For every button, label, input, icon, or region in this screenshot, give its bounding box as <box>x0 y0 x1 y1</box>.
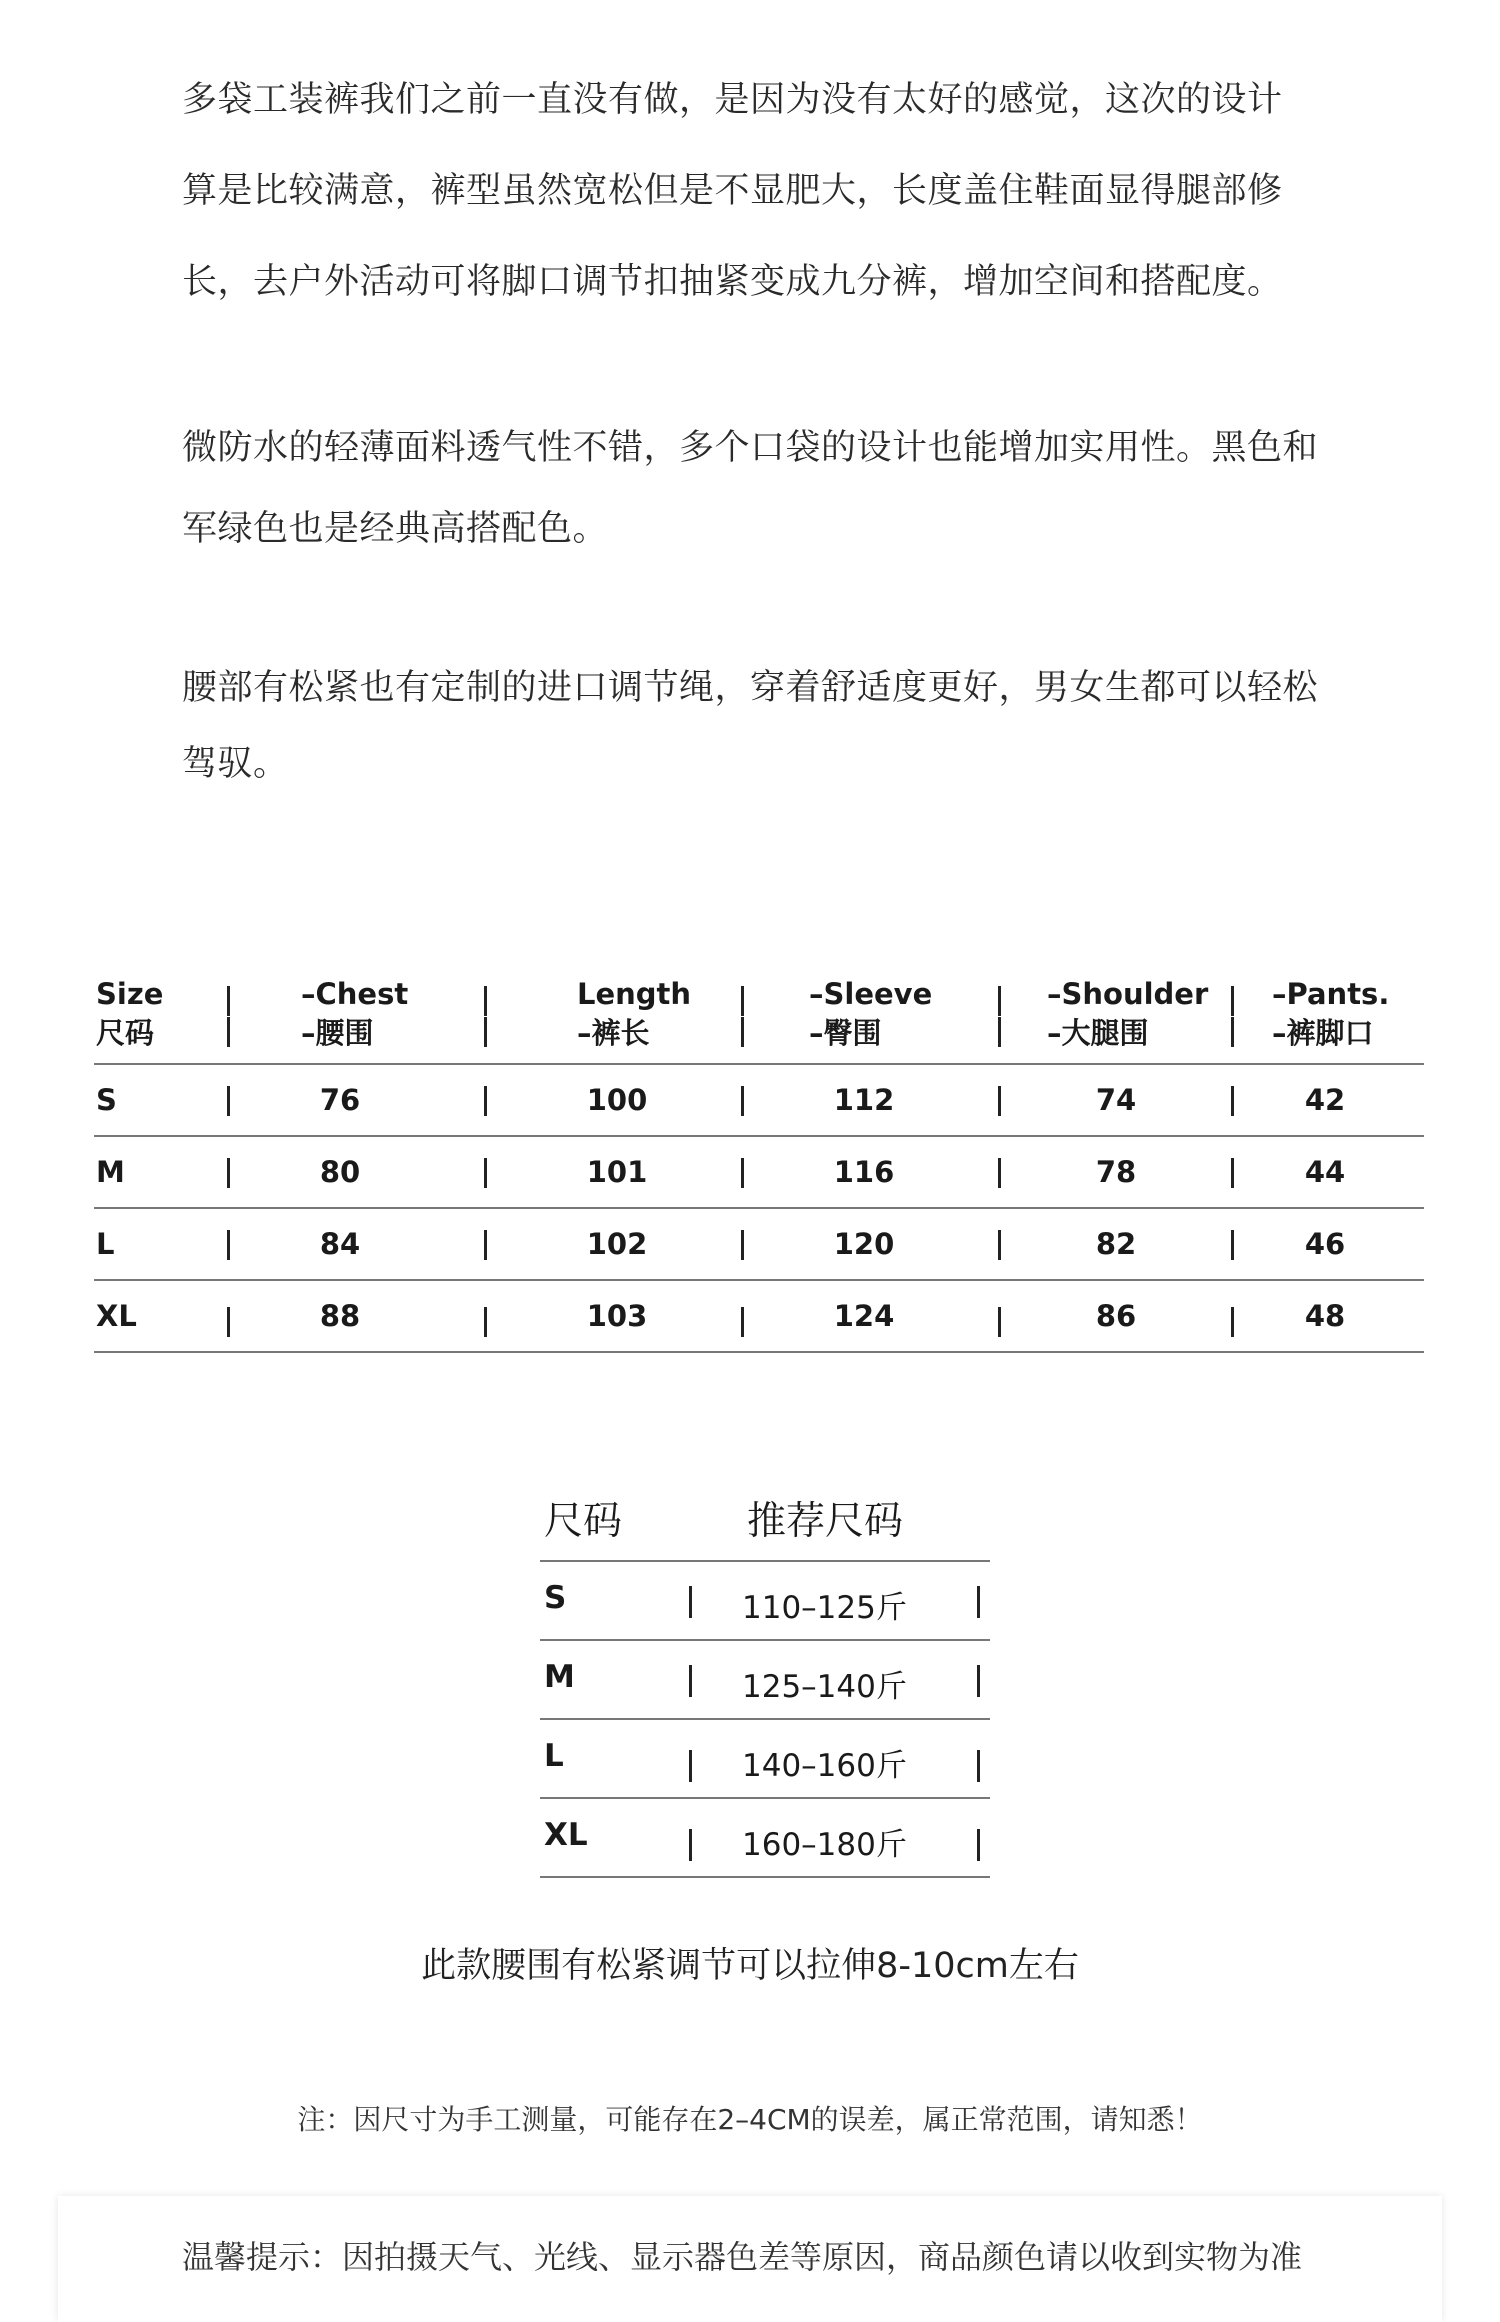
column-divider <box>1231 1230 1234 1260</box>
cell-chest: 88 <box>319 1299 361 1333</box>
column-divider <box>484 986 487 1016</box>
text-line: 微防水的轻薄面料透气性不错，多个口袋的设计也能增加实用性。黑色和 <box>182 428 1319 468</box>
table-row <box>540 1797 990 1878</box>
column-divider <box>1231 1017 1234 1047</box>
cell-shoulder: 78 <box>1095 1155 1137 1189</box>
column-divider <box>977 1829 980 1861</box>
column-divider <box>741 1230 744 1260</box>
column-divider <box>484 1307 487 1337</box>
cell-pants: 42 <box>1304 1083 1346 1117</box>
column-divider <box>977 1665 980 1697</box>
table-row <box>94 1137 1424 1209</box>
cell-weight: 140–160斤 <box>742 1748 907 1784</box>
cell-pants: 46 <box>1304 1227 1346 1261</box>
intro-paragraph-3 <box>182 660 1362 812</box>
text-line: 军绿色也是经典高搭配色。 <box>182 509 609 549</box>
column-divider <box>1231 1086 1234 1116</box>
column-divider <box>227 986 230 1016</box>
column-divider <box>227 1307 230 1337</box>
column-divider <box>998 1307 1001 1337</box>
cell-length: 103 <box>586 1299 648 1333</box>
cell-size: L <box>544 1738 564 1774</box>
column-divider <box>484 1086 487 1116</box>
column-divider <box>1231 1158 1234 1188</box>
cell-chest: 76 <box>319 1083 361 1117</box>
waist-stretch-note: 此款腰围有松紧调节可以拉伸8-10cm左右 <box>421 1946 1079 1986</box>
column-divider <box>484 1158 487 1188</box>
header-cn: 尺码 <box>96 1015 155 1050</box>
table-row <box>540 1639 990 1718</box>
header-en: Length <box>577 976 692 1011</box>
cell-size: L <box>96 1227 115 1261</box>
cell-chest: 84 <box>319 1227 361 1261</box>
cell-size: XL <box>544 1817 588 1853</box>
text-line: 长，去户外活动可将脚口调节扣抽紧变成九分裤，增加空间和搭配度。 <box>182 262 1283 302</box>
column-divider <box>1231 986 1234 1016</box>
header-en: –Chest <box>301 976 409 1011</box>
column-divider <box>689 1829 692 1861</box>
cell-size: S <box>544 1580 567 1616</box>
table-row <box>540 1718 990 1797</box>
cell-size: M <box>544 1659 575 1695</box>
header-en: Size <box>96 976 164 1011</box>
text-line: 多袋工装裤我们之前一直没有做，是因为没有太好的感觉，这次的设计 <box>182 80 1283 120</box>
cell-sleeve: 124 <box>833 1299 895 1333</box>
recommend-size-table <box>540 1480 990 1878</box>
size-table-header <box>94 965 1424 1065</box>
cell-shoulder: 74 <box>1095 1083 1137 1117</box>
header-cn: –大腿围 <box>1047 1015 1149 1050</box>
column-divider <box>227 1158 230 1188</box>
column-divider <box>998 1017 1001 1047</box>
cell-size: XL <box>96 1299 137 1333</box>
cell-size: M <box>96 1155 125 1189</box>
cell-pants: 44 <box>1304 1155 1346 1189</box>
column-divider <box>741 1086 744 1116</box>
intro-paragraph-1 <box>182 72 1362 345</box>
header-shoulder <box>1047 965 1208 1063</box>
cell-sleeve: 120 <box>833 1227 895 1261</box>
cell-weight: 110–125斤 <box>742 1590 907 1626</box>
cell-length: 102 <box>586 1227 648 1261</box>
cell-shoulder: 82 <box>1095 1227 1137 1261</box>
column-divider <box>741 1158 744 1188</box>
header-en: –Pants. <box>1272 976 1390 1011</box>
column-divider <box>741 1307 744 1337</box>
cell-sleeve: 116 <box>833 1155 895 1189</box>
header-chest <box>301 965 408 1063</box>
header-pants <box>1272 965 1389 1063</box>
column-divider <box>977 1586 980 1618</box>
column-divider <box>998 986 1001 1016</box>
header-cn: –臀围 <box>809 1015 882 1050</box>
table-row <box>94 1209 1424 1281</box>
column-divider <box>998 1230 1001 1260</box>
color-tip: 温馨提示：因拍摄天气、光线、显示器色差等原因，商品颜色请以收到实物为准 <box>182 2238 1303 2276</box>
text-line: 腰部有松紧也有定制的进口调节绳，穿着舒适度更好，男女生都可以轻松 <box>182 668 1319 708</box>
cell-weight: 160–180斤 <box>742 1827 907 1863</box>
text-line: 驾驭。 <box>182 744 289 784</box>
column-divider <box>484 1230 487 1260</box>
column-divider <box>484 1017 487 1047</box>
cell-shoulder: 86 <box>1095 1299 1137 1333</box>
column-divider <box>689 1665 692 1697</box>
column-divider <box>741 1017 744 1047</box>
table-row <box>94 1281 1424 1353</box>
header-size <box>96 965 163 1063</box>
table-row <box>540 1560 990 1639</box>
cell-length: 101 <box>586 1155 648 1189</box>
column-divider <box>689 1586 692 1618</box>
size-table <box>94 965 1424 1353</box>
column-divider <box>741 986 744 1016</box>
column-divider <box>998 1086 1001 1116</box>
column-divider <box>977 1750 980 1782</box>
cell-chest: 80 <box>319 1155 361 1189</box>
column-divider <box>998 1158 1001 1188</box>
cell-weight: 125–140斤 <box>742 1669 907 1705</box>
recommend-table-header <box>540 1480 990 1560</box>
column-divider <box>227 1230 230 1260</box>
header-cn: –腰围 <box>301 1015 374 1050</box>
header-sleeve <box>809 965 932 1063</box>
header-cn: –裤脚口 <box>1272 1015 1374 1050</box>
table-row <box>94 1065 1424 1137</box>
header-recommend: 推荐尺码 <box>747 1499 904 1544</box>
cell-size: S <box>96 1083 117 1117</box>
column-divider <box>227 1017 230 1047</box>
header-en: –Shoulder <box>1047 976 1209 1011</box>
column-divider <box>227 1086 230 1116</box>
header-size: 尺码 <box>544 1499 623 1544</box>
header-en: –Sleeve <box>809 976 933 1011</box>
measurement-note: 注：因尺寸为手工测量，可能存在2–4CM的误差，属正常范围，请知悉！ <box>297 2103 1203 2136</box>
intro-paragraph-2 <box>182 420 1362 582</box>
header-cn: –裤长 <box>577 1015 650 1050</box>
header-length <box>577 965 691 1063</box>
text-line: 算是比较满意，裤型虽然宽松但是不显肥大，长度盖住鞋面显得腿部修 <box>182 171 1283 211</box>
column-divider <box>1231 1307 1234 1337</box>
cell-sleeve: 112 <box>833 1083 895 1117</box>
cell-length: 100 <box>586 1083 648 1117</box>
column-divider <box>689 1750 692 1782</box>
cell-pants: 48 <box>1304 1299 1346 1333</box>
